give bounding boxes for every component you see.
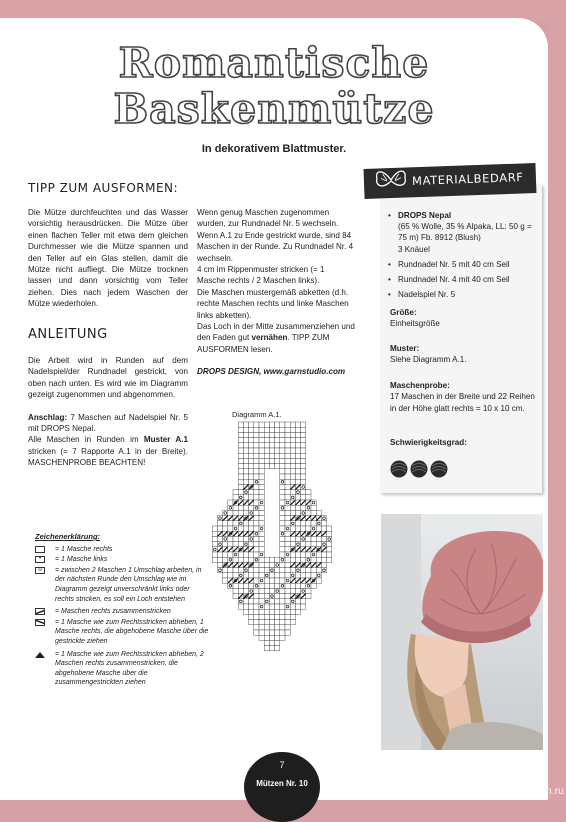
yarn-over-icon: o: [35, 567, 45, 574]
difficulty-section: [390, 437, 538, 448]
anschlag-label: Anschlag:: [28, 412, 68, 422]
legend-text: = 1 Masche wie zum Rechtsstricken abheben, 1 Masche rechts, die abgehobene Masche über die gestrickte ziehen: [55, 618, 209, 645]
pattern-heading: Muster:: [390, 344, 420, 353]
legend-heading: Zeichenerklärung:: [35, 532, 101, 541]
difficulty-heading: Schwierigkeitsgrad:: [390, 438, 467, 447]
legend-item: [35, 545, 210, 555]
page-subtitle: In dekorativem Blattmuster.: [201, 143, 347, 155]
col2-p2: Wenn A.1 zu Ende gestrickt wurde, sind 84 Maschen in der Runde. Zu Rundnadel Nr. 4 wechseln.: [197, 230, 354, 263]
difficulty-yarn-balls: [390, 459, 460, 479]
right-pink-band: [548, 18, 566, 800]
runden-pre: Alle Maschen in Runden im: [28, 435, 144, 445]
col2-p5-post: . TIPP ZUM AUSFORMEN lesen.: [197, 333, 330, 354]
size-heading: Größe:: [390, 308, 417, 317]
yarn-ball-icon: [411, 461, 428, 478]
yarn-detail: (65 % Wolle, 35 % Alpaka, LL: 50 g = 75 m) Fb. 8912 (Blush): [398, 222, 532, 243]
yarn-name: DROPS Nepal: [398, 211, 452, 220]
legend-item: [35, 555, 210, 565]
butterfly-icon: [373, 167, 410, 192]
legend-text: = 1 Masche rechts: [55, 545, 113, 553]
double-decrease-icon: [35, 651, 45, 658]
knit-stitch-icon: [35, 546, 45, 553]
page-title-line1: Romantische: [118, 39, 430, 87]
anleitung-body: [28, 355, 188, 469]
knitting-chart-diagram: [205, 420, 335, 660]
col2-p5: [197, 321, 355, 355]
legend: [35, 532, 210, 689]
yarn-qty: 3 Knäuel: [398, 244, 430, 254]
legend-text: = zwischen 2 Maschen 1 Umschlag arbeiten, in der nächsten Runde den Umschlag wie im Diagramm gezeigt unverschränkt links oder rechts stricken, es soll ein Loch entstehen: [55, 566, 202, 603]
material-list: [388, 210, 538, 304]
issue-label: Mützen Nr. 10: [256, 779, 308, 788]
yarn-ball-icon: [391, 461, 408, 478]
anleitung-intro: Die Arbeit wird in Runden auf dem Nadelspiel/der Rundnadel gestrickt, von oben nach unten. Es wird wie im Diagramm gezeigt zugenommen und abgenommen.: [28, 356, 188, 400]
k2tog-icon: [35, 608, 45, 615]
anleitung-heading: ANLEITUNG: [28, 327, 108, 342]
col2-p5-pre: Das Loch in der Mitte zusammenziehen und den Faden gut: [197, 322, 355, 343]
tipp-heading: TIPP ZUM AUSFORMEN:: [28, 181, 179, 195]
yarn-ball-icon: [431, 461, 448, 478]
gauge-value: 17 Maschen in der Breite und 22 Reihen in der Höhe glatt rechts = 10 x 10 cm.: [390, 392, 535, 413]
page-number: 7: [279, 760, 285, 770]
legend-item: [35, 566, 210, 604]
material-needle: • Nadelspiel Nr. 5: [388, 289, 538, 300]
hat-photo: [381, 514, 543, 750]
anleitung-anschlag: [28, 412, 188, 435]
legend-text: = 1 Masche links: [55, 556, 108, 564]
purl-stitch-icon: •: [35, 556, 45, 563]
diagram-label: Diagramm A.1.: [232, 410, 282, 419]
col2-p3: 4 cm im Rippenmuster stricken (= 1 Masche rechts / 2 Maschen links).: [197, 265, 325, 286]
tipp-text: Die Mütze durchfeuchten und das Wasser vorsichtig herausdrücken. Die Mütze über einen flachen Teller mit etwa dem gleichen Durchmesser wie die Mütze spannen und den Teller auf ein Glas stellen, damit die Mütze nicht aufliegt. Die Mütze trocknen lassen und dann vorsichtig vom Teller ziehen. Dies nach jedem Waschen der Mütze wiederholen.: [28, 208, 188, 309]
material-heading: MATERIALBEDARF: [411, 170, 524, 188]
pattern-value: Siehe Diagramm A.1.: [390, 355, 467, 365]
page-title-line2: Baskenmütze: [113, 85, 435, 133]
size-section: [390, 307, 538, 330]
material-yarn: [388, 210, 538, 255]
instructions-column-2: [197, 207, 355, 355]
watermark: PassionForum.ru: [484, 785, 564, 797]
legend-item: [35, 650, 210, 688]
skp-icon: [35, 619, 45, 626]
col2-p4: Die Maschen mustergemäß abketten (d.h. rechte Maschen rechts und linke Maschen links abketten).: [197, 287, 349, 320]
pattern-section: [390, 343, 538, 366]
runden-bold: Muster A.1: [143, 435, 188, 445]
size-value: Einheitsgröße: [390, 319, 440, 329]
legend-item: [35, 618, 210, 647]
legend-text: = 1 Masche wie zum Rechtsstricken abheben, 2 Maschen rechts zusammenstricken, die abgehobene Masche über die zusammengestrickten ziehen: [55, 650, 204, 687]
runden-post: stricken (= 7 Rapporte A.1 in der Breite). MASCHENPROBE BEACHTEN!: [28, 446, 188, 468]
gauge-section: [390, 380, 538, 414]
anschlag-text: 7 Maschen auf Nadelspiel Nr. 5 mit DROPS Nepal.: [28, 412, 188, 434]
legend-text: = Maschen rechts zusammenstricken: [55, 608, 171, 616]
material-needle: • Rundnadel Nr. 5 mit 40 cm Seil: [388, 259, 538, 270]
legend-item: [35, 607, 210, 617]
col2-p5-bold: vernähen: [251, 333, 288, 343]
design-credit: DROPS DESIGN, www.garnstudio.com: [197, 367, 346, 376]
anleitung-runden: [28, 434, 188, 468]
material-needle: • Rundnadel Nr. 4 mit 40 cm Seil: [388, 274, 538, 285]
col2-p1: Wenn genug Maschen zugenommen wurden, zur Rundnadel Nr. 5 wechseln.: [197, 208, 339, 229]
gauge-heading: Maschenprobe:: [390, 381, 450, 390]
